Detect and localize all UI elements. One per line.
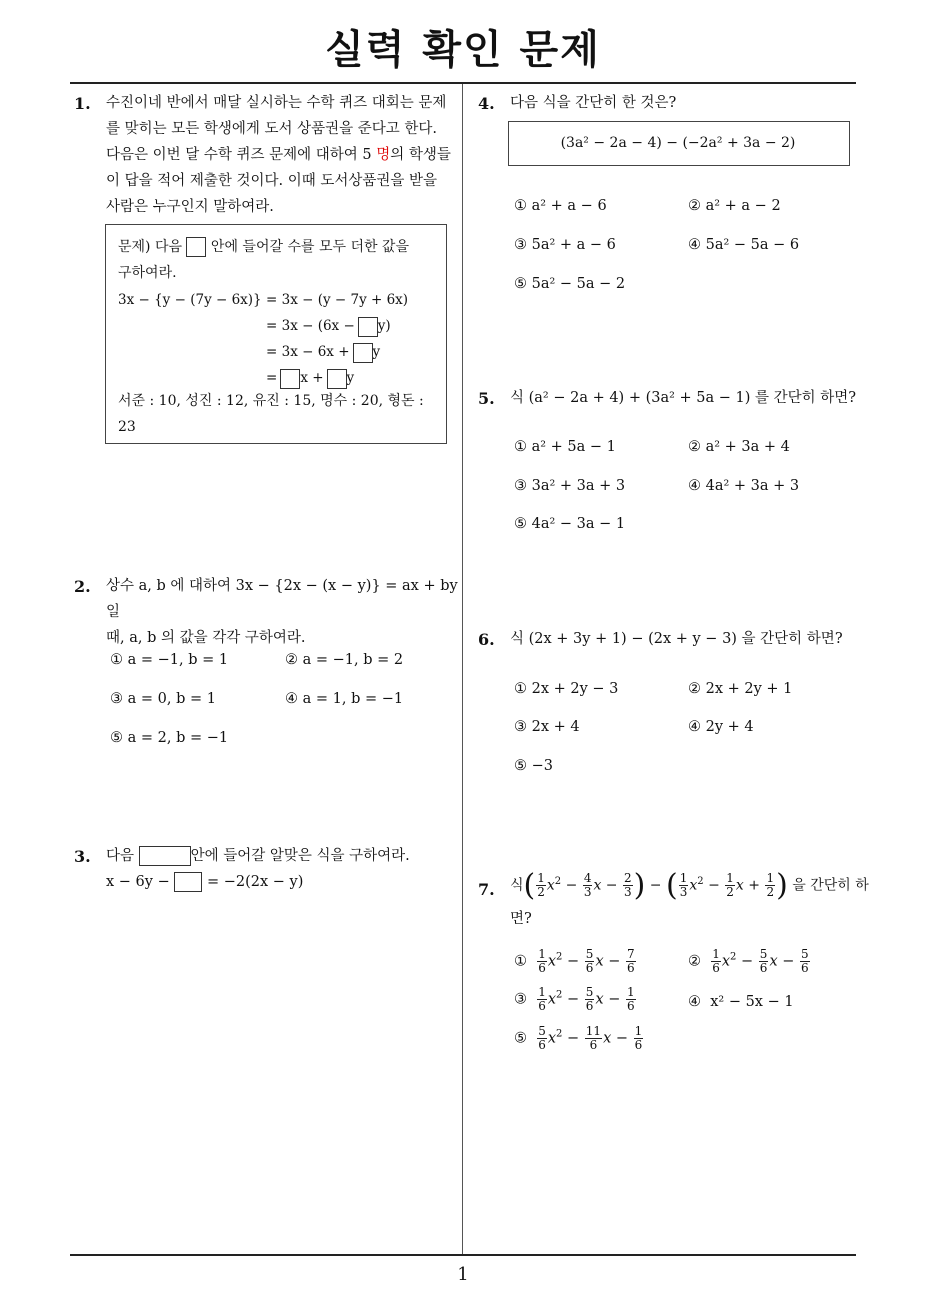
q6-option-3[interactable]: ③ 2x + 4 bbox=[514, 719, 580, 735]
bottom-rule bbox=[70, 1254, 856, 1256]
q3-line: 다음 안에 들어갈 알맞은 식을 구하여라. bbox=[106, 848, 410, 864]
q6-option-2[interactable]: ② 2x + 2y + 1 bbox=[688, 681, 793, 697]
question-3-number: 3. bbox=[74, 847, 91, 866]
q2-option-4[interactable]: ④ a = 1, b = −1 bbox=[285, 691, 404, 707]
q4-expression: (3a² − 2a − 4) − (−2a² + 3a − 2) bbox=[560, 135, 796, 151]
q7-option-4[interactable]: ④ x² − 5x − 1 bbox=[688, 994, 794, 1010]
page-number: 1 bbox=[457, 1264, 469, 1285]
q1-box-line: 구하여라. bbox=[118, 265, 177, 281]
q7-option-2[interactable]: ② $\frac{1}{6}$ $x^2$ − $\frac{5}{6}$ x − $\frac{5}{6}$ bbox=[688, 947, 809, 975]
answer-blank[interactable] bbox=[327, 369, 347, 389]
q1-line: 사람은 누구인지 말하여라. bbox=[106, 199, 274, 215]
q2-option-5[interactable]: ⑤ a = 2, b = −1 bbox=[110, 730, 229, 746]
q7-option-3[interactable]: ③ $\frac{1}{6}$ $x^2$ − $\frac{5}{6}$ x − $\frac{1}{6}$ bbox=[514, 985, 635, 1013]
q5-option-5[interactable]: ⑤ 4a² − 3a − 1 bbox=[514, 516, 626, 532]
q2-line: 때, a, b 의 값을 각각 구하여라. bbox=[106, 630, 306, 646]
q7-option-1[interactable]: ① $\frac{1}{6}$ $x^2$ − $\frac{5}{6}$ x − $\frac{7}{6}$ bbox=[514, 947, 635, 975]
question-3-text bbox=[106, 843, 410, 895]
answer-blank[interactable] bbox=[139, 846, 191, 866]
q1-eq4: = x + y bbox=[266, 365, 354, 391]
q1-eq1-right: = 3x − (y − 7y + 6x) bbox=[266, 292, 409, 308]
question-7-text: 식( $\frac{1}{2}$ $x^2$ − $\frac{4}{3}$ x − $\frac{2}{3}$ ) − ( $\frac{1}{3}$ $x^2$ − $\frac{1}{2}$ x + $\frac{1}{2}$ ) 을 간단히 하 bbox=[510, 868, 869, 903]
q4-option-3[interactable]: ③ 5a² + a − 6 bbox=[514, 237, 616, 253]
question-1-number: 1. bbox=[74, 94, 91, 113]
q5-option-1[interactable]: ① a² + 5a − 1 bbox=[514, 439, 616, 455]
q3-line: x − 6y − = −2(2x − y) bbox=[106, 874, 304, 890]
answer-blank[interactable] bbox=[186, 237, 206, 257]
q1-eq2: = 3x − (6x − y) bbox=[266, 313, 391, 339]
page-title: 실력 확인 문제 bbox=[325, 27, 601, 73]
q1-eq3: = 3x − 6x + y bbox=[266, 339, 380, 365]
q4-option-4[interactable]: ④ 5a² − 5a − 6 bbox=[688, 237, 800, 253]
top-rule bbox=[70, 82, 856, 84]
q1-answers-line: 23 bbox=[118, 419, 136, 435]
q4-option-1[interactable]: ① a² + a − 6 bbox=[514, 198, 607, 214]
question-2-text bbox=[106, 573, 461, 651]
question-4-text: 다음 식을 간단히 한 것은? bbox=[510, 95, 677, 111]
question-5-number: 5. bbox=[478, 389, 495, 408]
q1-line: 수진이네 반에서 매달 실시하는 수학 퀴즈 대회는 문제 bbox=[106, 95, 447, 111]
question-6-number: 6. bbox=[478, 630, 495, 649]
q1-answers bbox=[118, 388, 424, 440]
question-2-number: 2. bbox=[74, 577, 91, 596]
question-7-number: 7. bbox=[478, 880, 495, 899]
q1-eq1-left: 3x − {y − (7y − 6x)} bbox=[118, 292, 262, 308]
answer-blank[interactable] bbox=[358, 317, 378, 337]
q5-option-2[interactable]: ② a² + 3a + 4 bbox=[688, 439, 790, 455]
q1-line: 이 답을 적어 제출한 것이다. 이때 도서상품권을 받을 bbox=[106, 173, 438, 189]
q6-option-5[interactable]: ⑤ −3 bbox=[514, 758, 553, 774]
q1-box-line: 문제) 다음 안에 들어갈 수를 모두 더한 값을 bbox=[118, 239, 409, 255]
q2-line: 상수 a, b 에 대하여 3x − {2x − (x − y)} = ax + by 일 bbox=[106, 578, 458, 620]
q1-line: 다음은 이번 달 수학 퀴즈 문제에 대하여 5 명의 학생들 bbox=[106, 147, 451, 163]
q1-line: 를 맞히는 모든 학생에게 도서 상품권을 준다고 한다. bbox=[106, 121, 438, 137]
answer-blank[interactable] bbox=[174, 872, 202, 892]
q2-option-1[interactable]: ① a = −1, b = 1 bbox=[110, 652, 229, 668]
q4-option-2[interactable]: ② a² + a − 2 bbox=[688, 198, 781, 214]
q1-answers-line: 서준 : 10, 성진 : 12, 유진 : 15, 명수 : 20, 형돈 : bbox=[118, 393, 424, 409]
q2-option-2[interactable]: ② a = −1, b = 2 bbox=[285, 652, 404, 668]
question-5-text: 식 (a² − 2a + 4) + (3a² + 5a − 1) 를 간단히 하면? bbox=[510, 390, 857, 406]
q6-option-1[interactable]: ① 2x + 2y − 3 bbox=[514, 681, 619, 697]
q1-box-content bbox=[118, 234, 409, 286]
q5-option-3[interactable]: ③ 3a² + 3a + 3 bbox=[514, 478, 626, 494]
q7-line2: 면? bbox=[510, 911, 532, 927]
q4-option-5[interactable]: ⑤ 5a² − 5a − 2 bbox=[514, 276, 626, 292]
question-1-text bbox=[106, 90, 458, 220]
q2-option-3[interactable]: ③ a = 0, b = 1 bbox=[110, 691, 216, 707]
highlight-word: 명 bbox=[376, 147, 391, 163]
answer-blank[interactable] bbox=[353, 343, 373, 363]
q7-option-5[interactable]: ⑤ $\frac{5}{6}$ $x^2$ − $\frac{11}{6}$ x − $\frac{1}{6}$ bbox=[514, 1024, 643, 1052]
answer-blank[interactable] bbox=[280, 369, 300, 389]
q6-option-4[interactable]: ④ 2y + 4 bbox=[688, 719, 754, 735]
question-4-number: 4. bbox=[478, 94, 495, 113]
column-divider bbox=[462, 84, 463, 1256]
question-6-text: 식 (2x + 3y + 1) − (2x + y − 3) 을 간단히 하면? bbox=[510, 631, 843, 647]
q5-option-4[interactable]: ④ 4a² + 3a + 3 bbox=[688, 478, 800, 494]
